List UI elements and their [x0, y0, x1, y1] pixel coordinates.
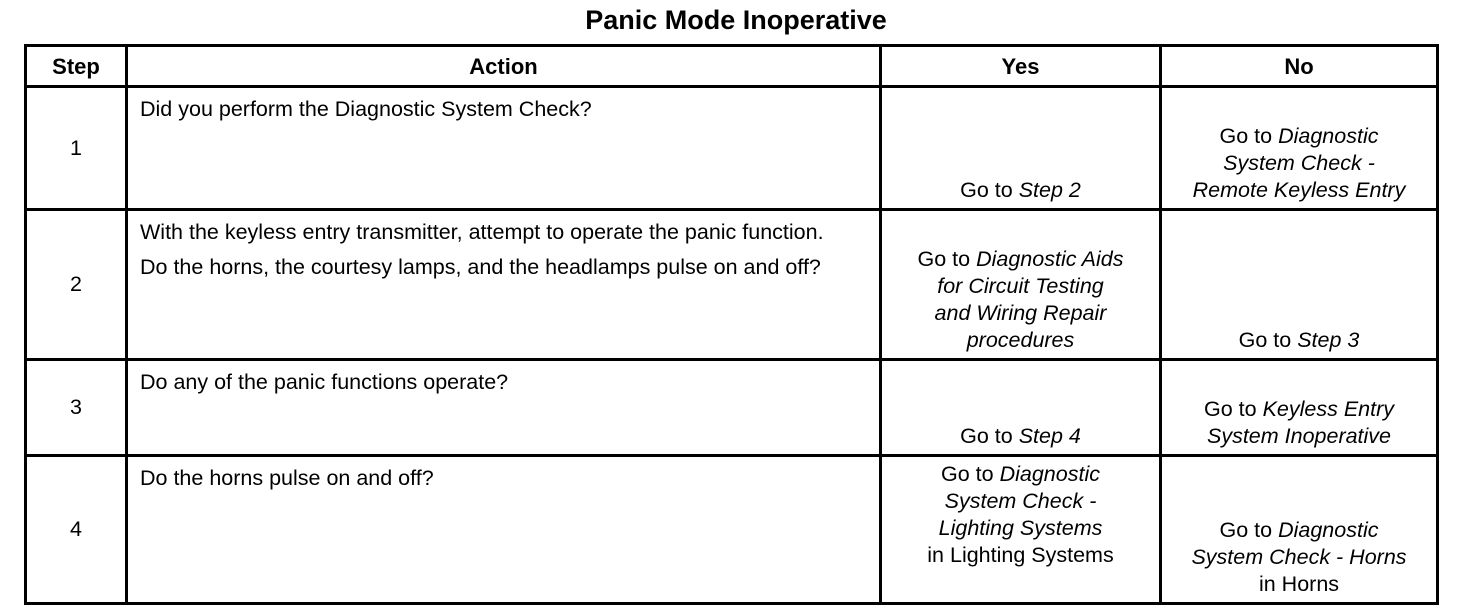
- no-text: Go to Keyless Entry: [1203, 397, 1394, 421]
- header-action: Action: [127, 46, 881, 87]
- yes-cell: [881, 360, 1161, 456]
- action-text: With the keyless entry transmitter, attempt to operate the panic function.: [140, 220, 824, 244]
- action-cell: [127, 360, 881, 456]
- table-row: [26, 456, 1438, 604]
- no-cell: [1161, 360, 1438, 456]
- yes-text: Go to Diagnostic Aids: [917, 247, 1124, 271]
- yes-text: in Lighting Systems: [927, 543, 1114, 567]
- no-text: System Check -: [1223, 151, 1375, 175]
- action-text: Do the horns, the courtesy lamps, and the headlamps pulse on and off?: [140, 255, 821, 279]
- table-row: [26, 87, 1438, 210]
- yes-text: Go to Diagnostic: [941, 462, 1100, 486]
- diagnostic-table: [24, 44, 1439, 605]
- yes-text: Lighting Systems: [938, 516, 1103, 540]
- yes-cell: [881, 87, 1161, 210]
- yes-text: for Circuit Testing: [937, 274, 1104, 298]
- step-number: 2: [26, 210, 127, 360]
- yes-cell: [881, 456, 1161, 604]
- table-row: [26, 360, 1438, 456]
- no-text: Go to Diagnostic: [1219, 518, 1379, 542]
- header-no: No: [1161, 46, 1438, 87]
- page-title: Panic Mode Inoperative: [585, 5, 887, 35]
- header-step: Step: [26, 46, 127, 87]
- yes-text: procedures: [966, 328, 1075, 352]
- no-text: Go to Step 3: [1238, 328, 1360, 352]
- no-text: Go to Diagnostic: [1219, 124, 1379, 148]
- yes-text: Go to Step 4: [960, 424, 1081, 448]
- action-text: Did you perform the Diagnostic System Check?: [140, 97, 592, 121]
- no-cell: [1161, 456, 1438, 604]
- yes-text: and Wiring Repair: [934, 301, 1107, 325]
- no-cell: [1161, 210, 1438, 360]
- table-row: [26, 210, 1438, 360]
- no-text: in Horns: [1258, 572, 1340, 596]
- no-text: System Inoperative: [1206, 424, 1392, 448]
- header-row: [26, 46, 1438, 87]
- no-cell: [1161, 87, 1438, 210]
- header-yes: Yes: [881, 46, 1161, 87]
- step-number: 3: [26, 360, 127, 456]
- action-text: Do any of the panic functions operate?: [140, 370, 509, 394]
- no-text: System Check - Horns: [1191, 545, 1407, 569]
- action-cell: [127, 87, 881, 210]
- yes-text: Go to Step 2: [960, 178, 1081, 202]
- action-cell: [127, 210, 881, 360]
- yes-text: System Check -: [944, 489, 1097, 513]
- step-number: 1: [26, 87, 127, 210]
- no-text: Remote Keyless Entry: [1192, 178, 1406, 202]
- action-text: Do the horns pulse on and off?: [140, 466, 434, 490]
- step-number: 4: [26, 456, 127, 604]
- action-cell: [127, 456, 881, 604]
- yes-cell: [881, 210, 1161, 360]
